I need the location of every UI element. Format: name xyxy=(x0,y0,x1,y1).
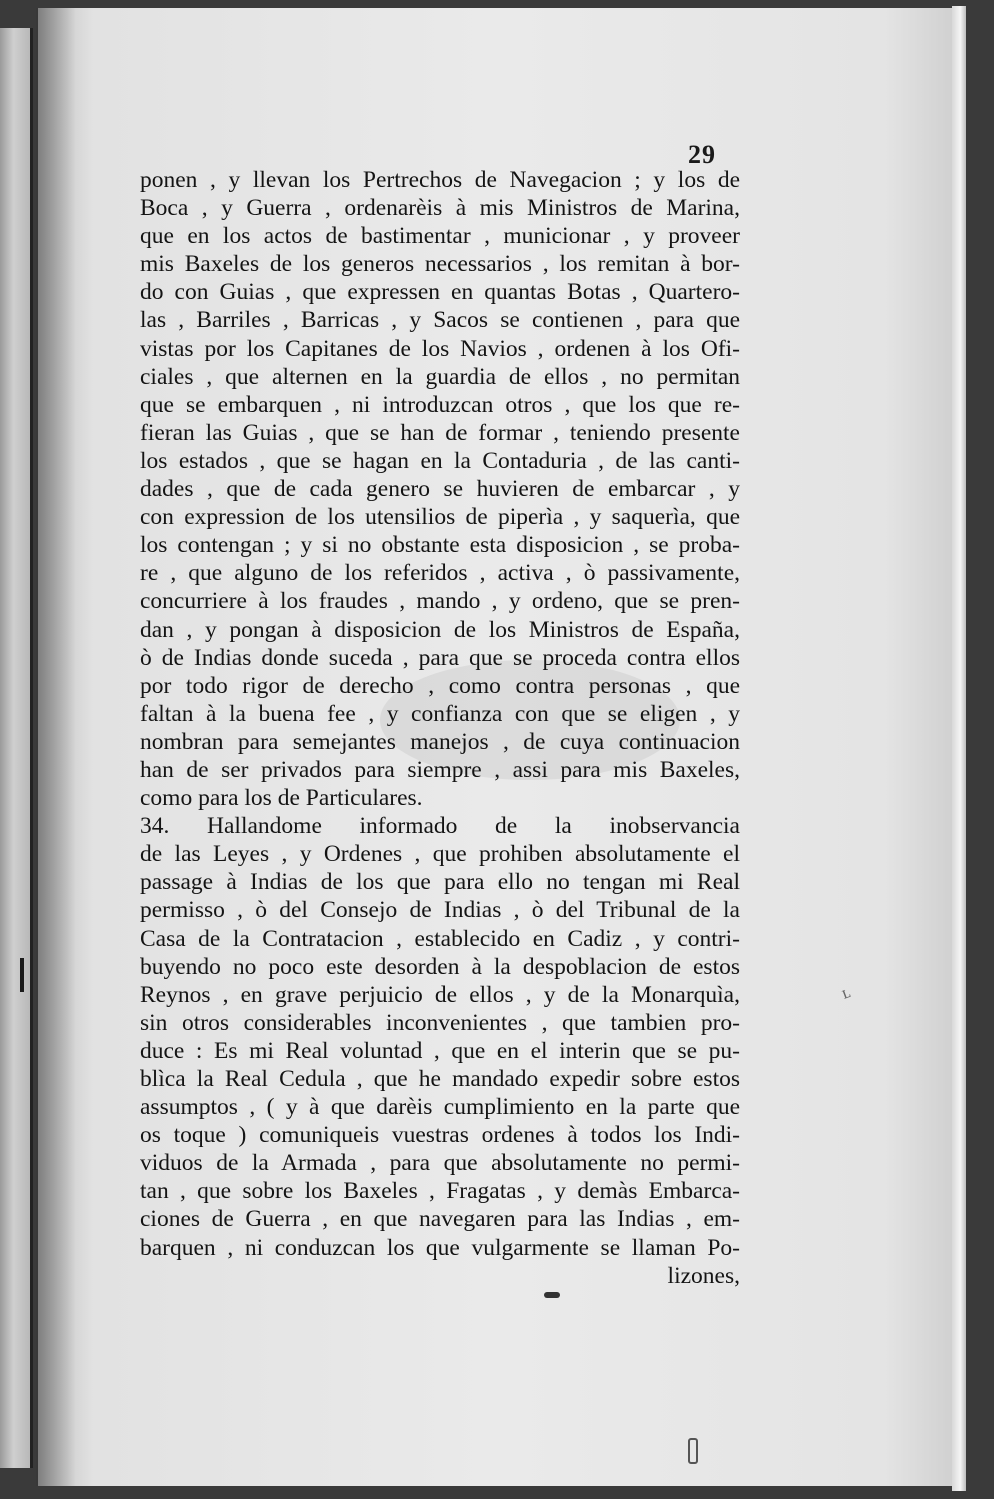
text-line: fieran las Guias , que se han de formar , teniendo presente xyxy=(140,419,740,446)
text-line: Boca , y Guerra , ordenarèis à mis Ministros de Marina, xyxy=(140,195,740,222)
text-line: vistas por los Capitanes de los Navios , ordenen à los Ofi- xyxy=(140,335,740,362)
text-line: los contengan ; y si no obstante esta disposicion , se proba- xyxy=(140,532,740,559)
ink-smudge xyxy=(544,1292,560,1298)
text-line: duce : Es mi Real voluntad , que en el interin que se pu- xyxy=(140,1037,740,1064)
facing-page-edge xyxy=(0,28,33,1468)
left-margin-mark xyxy=(20,958,24,992)
text-line: permisso , ò del Consejo de Indias , ò del Tribunal de la xyxy=(140,897,740,924)
gutter-shadow xyxy=(36,8,76,1486)
text-line: re , que alguno de los referidos , activa , ò passivamente, xyxy=(140,560,740,587)
text-line: os toque ) comuniqueis vuestras ordenes à todos los Indi- xyxy=(140,1122,740,1149)
text-line: viduos de la Armada , para que absolutamente no permi- xyxy=(140,1150,740,1177)
text-line: como para los de Particulares. xyxy=(140,785,423,812)
text-line: que se embarquen , ni introduzcan otros , que los que re- xyxy=(140,391,740,418)
text-line: assumptos , ( y à que darèis cumplimiento en la parte que xyxy=(140,1094,740,1121)
text-line: nombran para semejantes manejos , de cuya continuacion xyxy=(140,728,740,755)
text-line: Reynos , en grave perjuicio de ellos , y de la Monarquìa, xyxy=(140,981,740,1008)
text-line: buyendo no poco este desorden à la despoblacion de estos xyxy=(140,953,740,980)
text-line: Casa de la Contratacion , establecido en Cadiz , y contri- xyxy=(140,925,740,952)
catchword: lizones, xyxy=(667,1262,740,1289)
text-line: do con Guias , que expressen en quantas Botas , Quartero- xyxy=(140,279,740,306)
text-line: por todo rigor de derecho , como contra personas , que xyxy=(140,672,740,699)
paragraph-34 xyxy=(140,812,740,1262)
text-line: dades , que de cada genero se huvieren de embarcar , y xyxy=(140,476,740,503)
text-line: faltan à la buena fee , y confianza con que se eligen , y xyxy=(140,700,740,727)
text-line: de las Leyes , y Ordenes , que prohiben absolutamente el xyxy=(140,841,740,868)
margin-scribble: ʟ xyxy=(838,981,853,1003)
text-line: tan , que sobre los Baxeles , Fragatas , y demàs Embarca- xyxy=(140,1178,740,1205)
text-line: las , Barriles , Barricas , y Sacos se contienen , para que xyxy=(140,307,740,334)
text-line: ò de Indias donde suceda , para que se proceda contra ellos xyxy=(140,644,740,671)
text-line: blìca la Real Cedula , que he mandado expedir sobre estos xyxy=(140,1066,740,1092)
text-line: 34. Hallandome informado de la inobservancia xyxy=(140,813,740,840)
text-line: sin otros considerables inconvenientes , que tambien pro- xyxy=(140,1009,740,1036)
text-line: que en los actos de bastimentar , municionar , y proveer xyxy=(140,223,740,250)
text-line: barquen , ni conduzcan los que vulgarmente se llaman Po- xyxy=(140,1234,740,1261)
body-text xyxy=(140,166,740,1290)
text-line: ciales , que alternen en la guardia de ellos , no permitan xyxy=(140,363,740,390)
page-fore-edge xyxy=(952,6,966,1491)
text-line: ponen , y llevan los Pertrechos de Navegacion ; y los de xyxy=(140,167,740,193)
text-line: los estados , que se hagan en la Contaduria , de las canti- xyxy=(140,447,740,474)
text-line: ciones de Guerra , en que navegaren para las Indias , em- xyxy=(140,1206,740,1233)
paragraph-33-continuation xyxy=(140,166,740,812)
text-line: dan , y pongan à disposicion de los Ministros de España, xyxy=(140,616,740,643)
page-number: 29 xyxy=(688,140,716,169)
text-line: passage à Indias de los que para ello no tengan mi Real xyxy=(140,869,740,896)
text-line: mis Baxeles de los generos necessarios , los remitan à bor- xyxy=(140,251,740,278)
bottom-margin-mark xyxy=(688,1438,698,1464)
text-line: con expression de los utensilios de piperìa , y saquerìa, que xyxy=(140,504,740,531)
text-line: concurriere à los fraudes , mando , y ordeno, que se pren- xyxy=(140,588,740,615)
text-line: han de ser privados para siempre , assi para mis Baxeles, xyxy=(140,756,740,783)
